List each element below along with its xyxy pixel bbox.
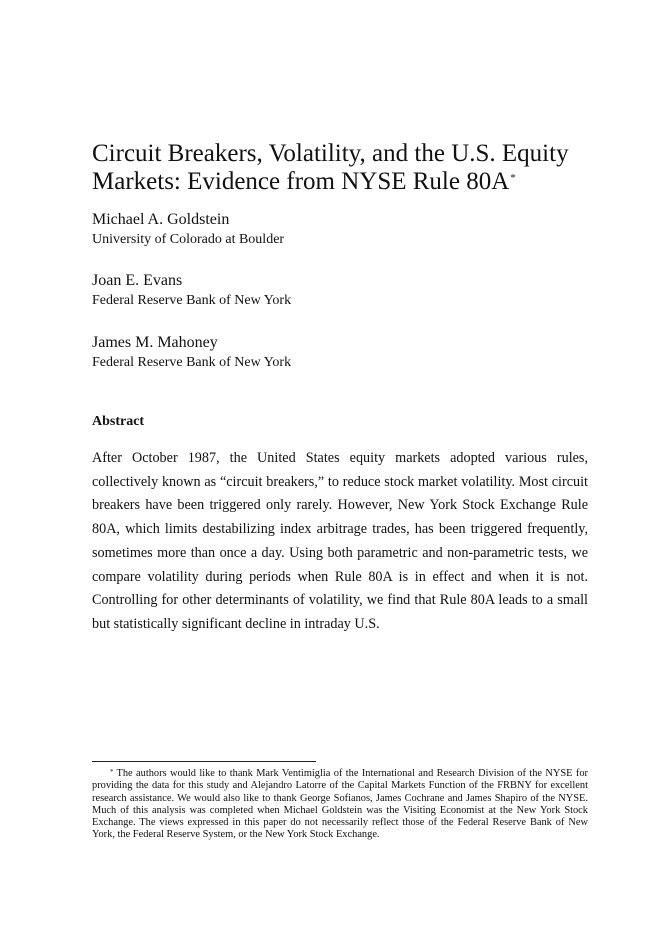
author-block-3 bbox=[92, 333, 592, 372]
footnote-divider bbox=[92, 761, 316, 762]
title-footnote-marker: * bbox=[510, 172, 516, 184]
paper-title bbox=[92, 140, 612, 196]
author-affiliation: University of Colorado at Boulder bbox=[92, 232, 285, 247]
author-name: Michael A. Goldstein bbox=[92, 211, 230, 228]
author-block-1 bbox=[92, 210, 592, 249]
paper-title-text: Circuit Breakers, Volatility, and the U.S. Equity Markets: Evidence from NYSE Rule 80A bbox=[92, 140, 569, 195]
author-name: Joan E. Evans bbox=[92, 272, 183, 289]
footnote-marker: * bbox=[110, 768, 114, 776]
footnote bbox=[92, 768, 588, 842]
author-name: James M. Mahoney bbox=[92, 334, 218, 351]
abstract-heading: Abstract bbox=[92, 414, 145, 429]
footnote-text: The authors would like to thank Mark Ventimiglia of the International and Research Division of the NYSE for providing the data for this study and Alejandro Latorre of the Capital Markets Function of the FRBNY for excellent research assistance. We would also like to thank George Sofianos, James Cochrane and James Shapiro of the NYSE. Much of this analysis was completed when Michael Goldstein was the Visiting Economist at the New York Stock Exchange. The views expressed in this paper do not necessarily reflect those of the Federal Reserve Bank of New York, the Federal Reserve System, or the New York Stock Exchange. bbox=[92, 768, 588, 841]
author-affiliation: Federal Reserve Bank of New York bbox=[92, 355, 292, 370]
author-block-2 bbox=[92, 271, 592, 310]
abstract-body: After October 1987, the United States equity markets adopted various rules, collectively known as “circuit breakers,” to reduce stock market volatility. Most circuit breakers have been triggered only rarely. However, New York Stock Exchange Rule 80A, which limits destabilizing index arbitrage trades, has been triggered frequently, sometimes more than once a day. Using both parametric and non-parametric tests, we compare volatility during periods when Rule 80A is in effect and when it is not. Controlling for other determinants of volatility, we find that Rule 80A leads to a small but statistically significant decline in intraday U.S. bbox=[92, 450, 588, 632]
author-affiliation: Federal Reserve Bank of New York bbox=[92, 293, 292, 308]
